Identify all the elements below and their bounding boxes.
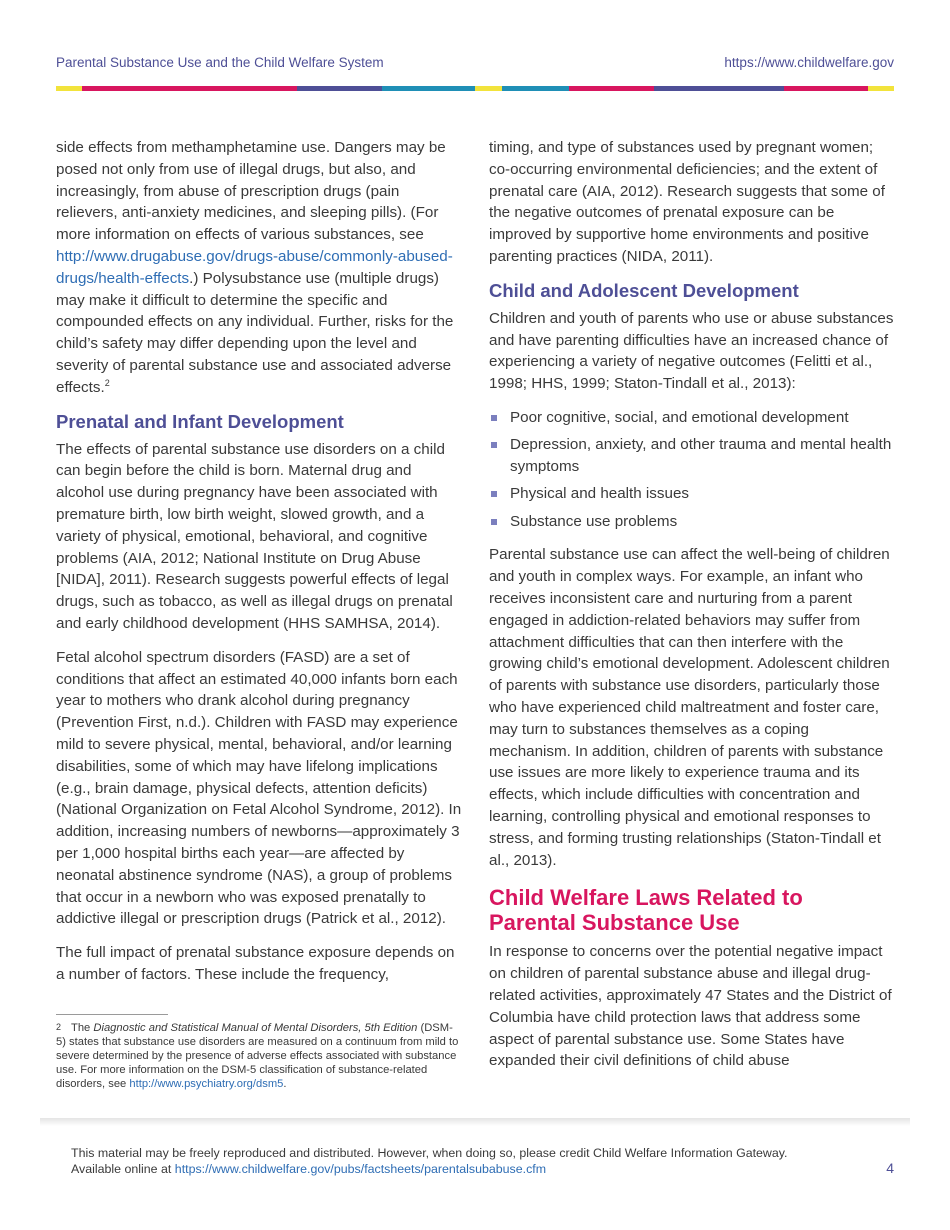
heading-prenatal: Prenatal and Infant Development	[56, 410, 344, 432]
footer-availability: Available online at https://www.childwelfare.gov/pubs/factsheets/parentalsubabuse.cfm	[71, 1161, 547, 1176]
dsm5-link[interactable]: http://www.psychiatry.org/dsm5	[129, 1077, 284, 1090]
color-bar-segment	[868, 86, 894, 91]
bullet-square-icon	[491, 491, 497, 497]
header-color-bar	[56, 86, 894, 91]
bullet-square-icon	[491, 442, 497, 448]
left-column	[56, 137, 462, 998]
footer-credit: This material may be freely reproduced and distributed. However, when doing so, please credit Child Welfare Information Gateway.	[71, 1146, 788, 1160]
page-footer	[71, 1146, 851, 1177]
paragraph: timing, and type of substances used by pregnant women; co-occurring environmental deficiencies; and the extent of prenatal care (AIA, 2012). Research suggests that some of the negative outcomes of prenatal exposure can be improved by supportive home environments and positive parenting practices (NIDA, 2011).	[489, 139, 885, 265]
page-header	[0, 0, 950, 92]
color-bar-segment	[569, 86, 653, 91]
list-item: Poor cognitive, social, and emotional development	[489, 407, 895, 429]
paragraph: In response to concerns over the potential negative impact on children of parental substance abuse and illegal drug-related activities, approximately 47 States and the District of Columbia have child protection laws that address some aspect of parental substance use. Some States have expanded their civil definitions of child abuse	[489, 943, 892, 1070]
right-column	[489, 137, 895, 1084]
health-effects-link[interactable]: http://www.drugabuse.gov/drugs-abuse/commonly-abused-drugs/health-effects	[56, 247, 453, 287]
color-bar-segment	[56, 86, 82, 91]
color-bar-segment	[654, 86, 784, 91]
site-url-link[interactable]: https://www.childwelfare.gov	[724, 55, 894, 70]
list-item: Physical and health issues	[489, 483, 895, 505]
outcomes-list	[489, 407, 895, 532]
paragraph: The effects of parental substance use disorders on a child can begin before the child is born. Maternal drug and alcohol use during pregnancy have been associated with premature birth, low birth weight, slowed growth, and a variety of physical, emotional, behavioral, and cognitive problems (AIA, 2012; National Institute on Drug Abuse [NIDA], 2011). Research suggests powerful effects of legal drugs, such as tobacco, as well as illegal drugs on prenatal and early childhood development (HHS SAMHSA, 2014).	[56, 440, 453, 632]
color-bar-segment	[784, 86, 868, 91]
bullet-square-icon	[491, 415, 497, 421]
document-title: Parental Substance Use and the Child Welfare System	[56, 55, 384, 70]
factsheet-link[interactable]: https://www.childwelfare.gov/pubs/factsheets/parentalsubabuse.cfm	[174, 1161, 547, 1176]
color-bar-segment	[475, 86, 501, 91]
color-bar-segment	[382, 86, 476, 91]
heading-child-welfare-laws: Child Welfare Laws Related to Parental Substance Use	[489, 885, 803, 936]
footnote-title: Diagnostic and Statistical Manual of Mental Disorders, 5th Edition	[93, 1022, 418, 1034]
footer-divider	[40, 1118, 910, 1126]
paragraph: The full impact of prenatal substance exposure depends on a number of factors. These include the frequency,	[56, 944, 455, 983]
color-bar-segment	[502, 86, 570, 91]
color-bar-segment	[82, 86, 297, 91]
color-bar-segment	[297, 86, 381, 91]
footnote-divider	[56, 1014, 168, 1015]
page-number: 4	[886, 1160, 894, 1176]
footnote-ref[interactable]: 2	[104, 377, 110, 388]
footnote: 2 The Diagnostic and Statistical Manual of Mental Disorders, 5th Edition (DSM-5) states that substance use disorders are measured on a continuum from mild to severe determined by the presence of adverse effects associated with substance use. For more information on the DSM-5 classification of substance-related disorders, see http://www.psychiatry.org/dsm5.	[56, 1014, 462, 1092]
paragraph: Children and youth of parents who use or abuse substances and have parenting difficulties have an increased chance of experiencing a variety of negative outcomes (Felitti et al., 1998; HHS, 1999; Staton-Tindall et al., 2013):	[489, 309, 894, 393]
paragraph: Fetal alcohol spectrum disorders (FASD) are a set of conditions that affect an estimated 40,000 infants born each year to mothers who drank alcohol during pregnancy (Prevention First, n.d.). Children with FASD may experience mild to severe physical, mental, behavioral, and/or learning disabilities, some of which may have lifelong implications (e.g., brain damage, physical defects, attention deficits) (National Organization on Fetal Alcohol Syndrome, 2012). In addition, increasing numbers of newborns—approximately 3 per 1,000 hospital births each year—are affected by neonatal abstinence syndrome (NAS), a group of problems that occur in a newborn who was exposed prenatally to addictive illegal or prescription drugs (Patrick et al., 2012).	[56, 648, 462, 928]
bullet-square-icon	[491, 519, 497, 525]
paragraph: Parental substance use can affect the well-being of children and youth in complex ways. For example, an infant who receives inconsistent care and nurturing from a parent engaged in addiction-related behaviors may suffer from attachment difficulties that can then interfere with the growing child’s emotional development. Adolescent children of parents with substance use disorders, particularly those who have experienced child maltreatment and foster care, may turn to substances themselves as a coping mechanism. In addition, children of parents with substance use issues are more likely to experience trauma and its effects, which include difficulties with concentration and learning, controlling physical and emotional responses to stress, and forming trusting relationships (Staton-Tindall et al., 2013).	[489, 546, 890, 869]
heading-child-development: Child and Adolescent Development	[489, 279, 799, 301]
list-item: Substance use problems	[489, 511, 895, 533]
list-item: Depression, anxiety, and other trauma and mental health symptoms	[489, 434, 895, 478]
paragraph: side effects from methamphetamine use. Dangers may be posed not only from use of illegal drugs, but also, and increasingly, from abuse of prescription drugs (pain relievers, anti-anxiety medicines, and sleeping pills). (For more information on effects of various substances, see http://www.drugabuse.gov/drugs-abuse/commonly-abused-drugs/health-effects.) Polysubstance use (multiple drugs) may make it difficult to determine the specific and compounded effects on any individual. Further, risks for the child’s safety may differ depending upon the level and severity of parental substance use and associated adverse effects.$^2$	[56, 139, 454, 396]
footnote-mark: 2	[56, 1022, 62, 1032]
